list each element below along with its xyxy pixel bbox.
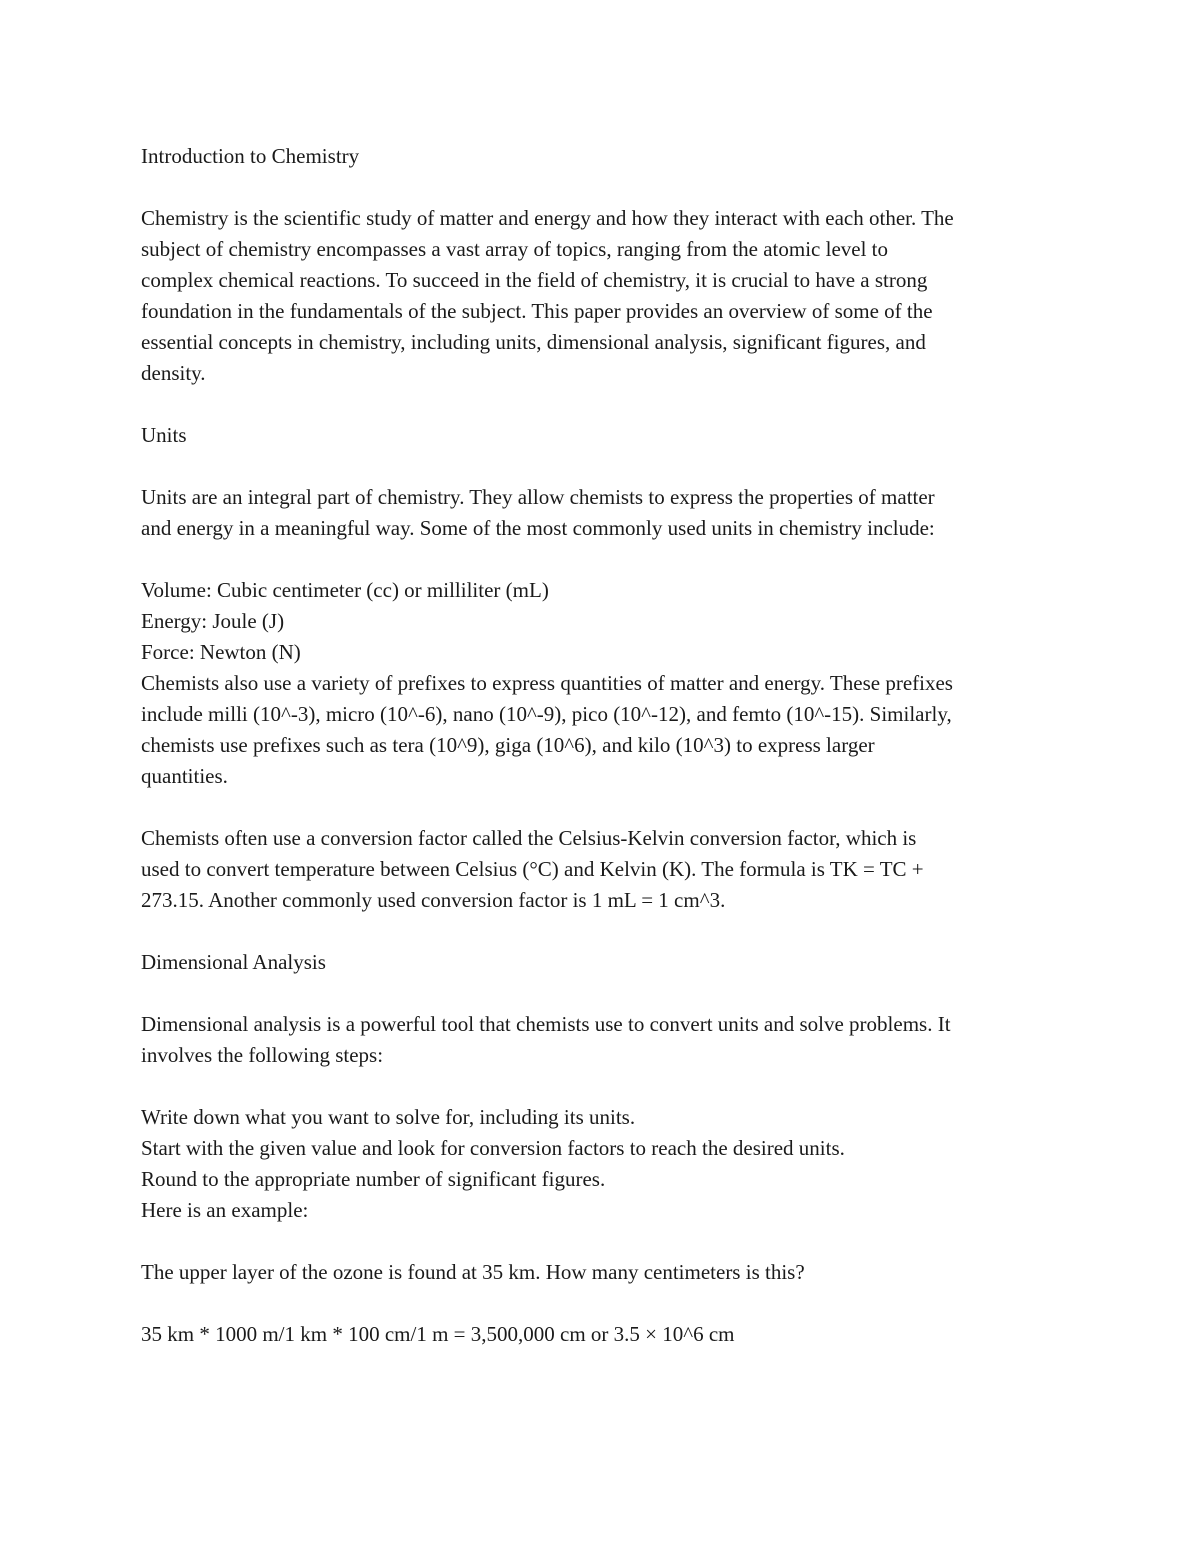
paragraph-gap: [141, 389, 1081, 420]
paragraph-gap: [141, 978, 1081, 1009]
units-intro-paragraph: Units are an integral part of chemistry. They allow chemists to express the properties of matter and energy in a meaningful way. Some of the most commonly used units in chemistry include:: [141, 485, 935, 540]
paragraph-gap: [141, 1288, 1081, 1319]
paragraph-gap: [141, 172, 1081, 203]
example-question: The upper layer of the ozone is found at 35 km. How many centimeters is this?: [141, 1260, 805, 1284]
step-item: Start with the given value and look for conversion factors to reach the desired units.: [141, 1136, 845, 1160]
dimensional-analysis-intro: Dimensional analysis is a powerful tool that chemists use to convert units and solve problems. It involves the following steps:: [141, 1012, 951, 1067]
document-title: Introduction to Chemistry: [141, 144, 360, 168]
paragraph-gap: [141, 544, 1081, 575]
conversion-paragraph: Chemists often use a conversion factor called the Celsius-Kelvin conversion factor, which is used to convert temperature between Celsius (°C) and Kelvin (K). The formula is TK = TC + 273.15. Another commonly used conversion factor is 1 mL = 1 cm^3.: [141, 826, 924, 912]
paragraph-gap: [141, 792, 1081, 823]
intro-paragraph: Chemistry is the scientific study of matter and energy and how they interact with each other. The subject of chemistry encompasses a vast array of topics, ranging from the atomic level to complex chemical reactions. To succeed in the field of chemistry, it is crucial to have a strong foundation in the fundamentals of the subject. This paper provides an overview of some of the essential concepts in chemistry, including units, dimensional analysis, significant figures, and density.: [141, 206, 954, 385]
prefixes-paragraph: Chemists also use a variety of prefixes to express quantities of matter and energy. These prefixes include milli (10^-3), micro (10^-6), nano (10^-9), pico (10^-12), and femto (10^-15). Similarly, chemists use prefixes such as tera (10^9), giga (10^6), and kilo (10^3) to express larger quantities.: [141, 671, 953, 788]
step-item: Here is an example:: [141, 1198, 309, 1222]
step-item: Round to the appropriate number of significant figures.: [141, 1167, 606, 1191]
document-body: [141, 141, 1081, 1350]
example-solution: 35 km * 1000 m/1 km * 100 cm/1 m = 3,500,000 cm or 3.5 × 10^6 cm: [141, 1322, 735, 1346]
unit-item-volume: Volume: Cubic centimeter (cc) or milliliter (mL): [141, 578, 549, 602]
paragraph-gap: [141, 1226, 1081, 1257]
step-item: Write down what you want to solve for, including its units.: [141, 1105, 636, 1129]
unit-item-force: Force: Newton (N): [141, 640, 301, 664]
unit-item-energy: Energy: Joule (J): [141, 609, 285, 633]
paragraph-gap: [141, 451, 1081, 482]
units-heading: Units: [141, 423, 187, 447]
paragraph-gap: [141, 916, 1081, 947]
dimensional-analysis-heading: Dimensional Analysis: [141, 950, 326, 974]
paragraph-gap: [141, 1071, 1081, 1102]
